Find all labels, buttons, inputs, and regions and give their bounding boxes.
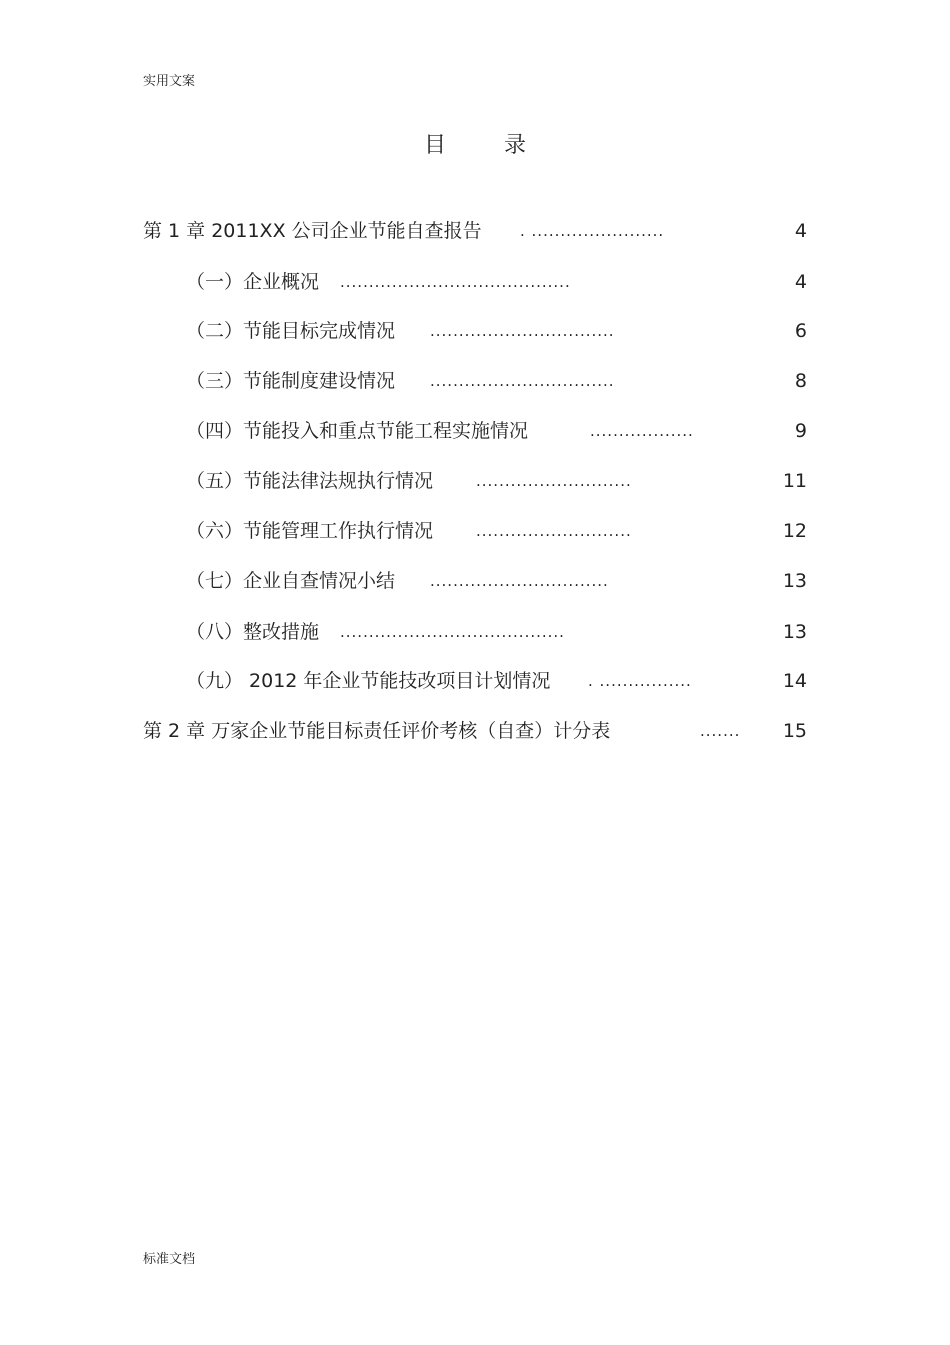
toc-entry-chapter-2[interactable] — [0, 716, 950, 746]
toc-entry-5[interactable] — [0, 466, 950, 496]
toc-entry-page: 4 — [794, 271, 807, 293]
toc-entry-leader: ....................................... — [340, 623, 565, 641]
toc-entry-page: 13 — [782, 570, 807, 592]
toc-entry-label: （九） 2012 年企业节能技改项目计划情况 — [186, 670, 551, 692]
toc-entry-1[interactable] — [0, 267, 950, 297]
toc-entry-label: （八）整改措施 — [186, 621, 320, 643]
toc-entry-leader: ................................ — [430, 372, 615, 390]
toc-entry-page: 13 — [782, 621, 807, 643]
toc-entry-leader: . ................ — [588, 672, 692, 690]
toc-entry-leader: .................. — [590, 422, 694, 440]
toc-entry-page: 11 — [782, 470, 807, 492]
toc-entry-label: （六）节能管理工作执行情况 — [186, 520, 434, 542]
toc-entry-7[interactable] — [0, 566, 950, 596]
toc-entry-page: 12 — [782, 520, 807, 542]
toc-entry-leader: ........................... — [476, 472, 632, 490]
toc-entry-chapter-1[interactable] — [0, 216, 950, 246]
footer-note: 标准文档 — [143, 1252, 196, 1267]
toc-entry-page: 6 — [794, 320, 807, 342]
toc-entry-page: 8 — [794, 370, 807, 392]
toc-entry-9[interactable] — [0, 666, 950, 696]
toc-entry-leader: ........................................ — [340, 273, 571, 291]
toc-entry-8[interactable] — [0, 617, 950, 647]
toc-entry-leader: ....... — [700, 722, 741, 740]
toc-entry-label: （七）企业自查情况小结 — [186, 570, 396, 592]
toc-entry-leader: ................................ — [430, 322, 615, 340]
toc-entry-leader: . ....................... — [520, 222, 665, 240]
toc-entry-label: 第 1 章 2011XX 公司企业节能自查报告 — [143, 220, 482, 242]
toc-title: 目录 — [423, 133, 584, 158]
toc-entry-leader: ........................... — [476, 522, 632, 540]
toc-entry-6[interactable] — [0, 516, 950, 546]
toc-entry-4[interactable] — [0, 416, 950, 446]
toc-entry-label: （二）节能目标完成情况 — [186, 320, 396, 342]
header-note: 实用文案 — [143, 74, 196, 89]
toc-entry-page: 9 — [794, 420, 807, 442]
toc-entry-3[interactable] — [0, 366, 950, 396]
toc-entry-label: （四）节能投入和重点节能工程实施情况 — [186, 420, 529, 442]
toc-entry-2[interactable] — [0, 316, 950, 346]
toc-entry-page: 4 — [794, 220, 807, 242]
toc-entry-page: 14 — [782, 670, 807, 692]
toc-entry-label: （五）节能法律法规执行情况 — [186, 470, 434, 492]
toc-entry-label: （三）节能制度建设情况 — [186, 370, 396, 392]
toc-entry-page: 15 — [782, 720, 807, 742]
toc-entry-label: 第 2 章 万家企业节能目标责任评价考核（自查）计分表 — [143, 720, 611, 742]
toc-entry-leader: ............................... — [430, 572, 609, 590]
toc-entry-label: （一）企业概况 — [186, 271, 320, 293]
